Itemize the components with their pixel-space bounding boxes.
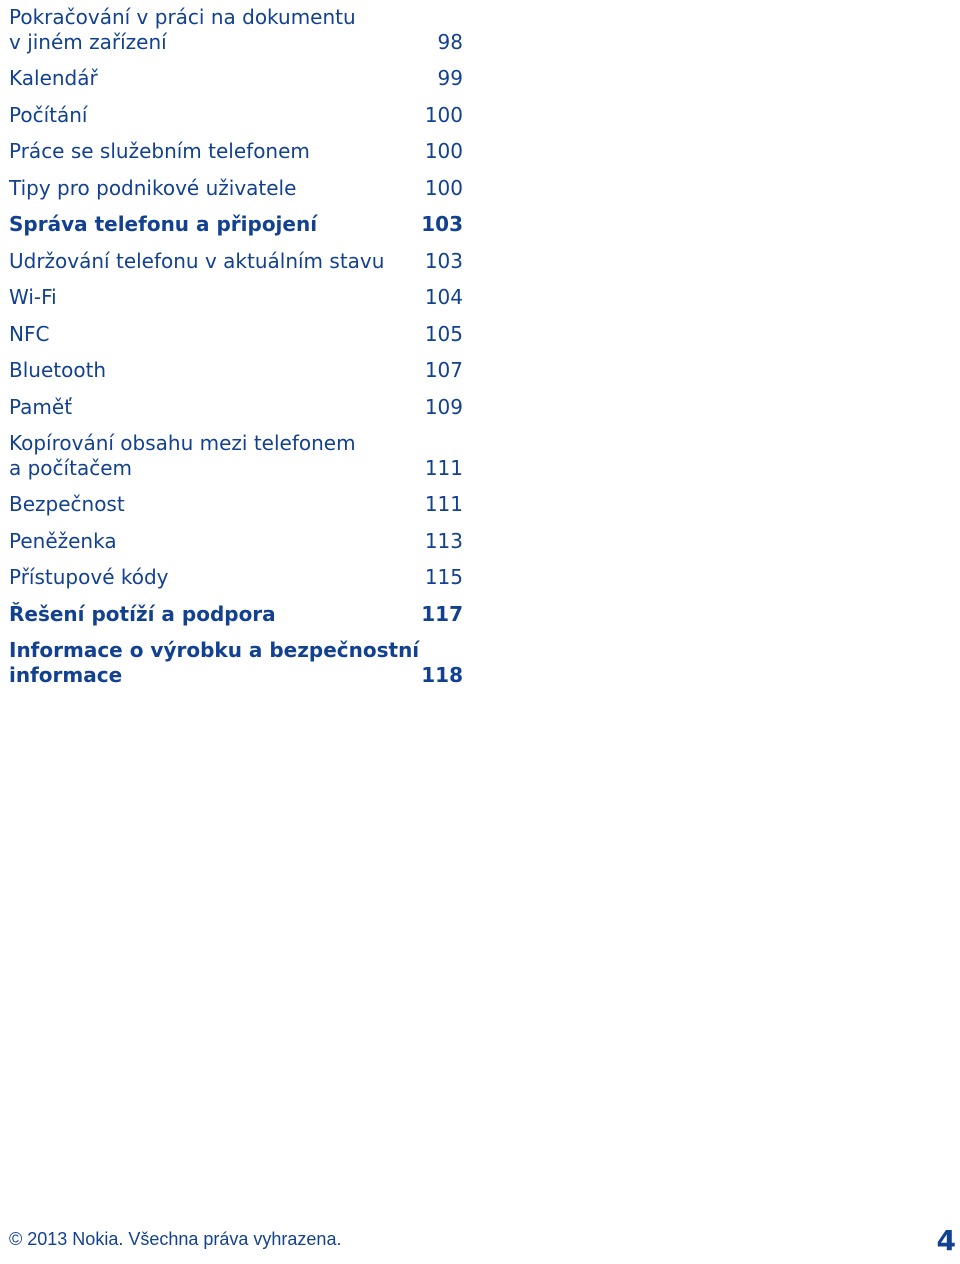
- toc-entry[interactable]: [9, 492, 463, 517]
- toc-entry-title: [9, 285, 393, 310]
- toc-entry[interactable]: [9, 5, 463, 54]
- toc-entry[interactable]: [9, 103, 463, 128]
- toc-entry-title-line: v jiném zařízení: [9, 29, 167, 54]
- toc-entry-title-line: Udržování telefonu v aktuálním stavu: [9, 248, 385, 273]
- toc-entry-title: [9, 103, 393, 128]
- toc-entry-page: 100: [424, 175, 463, 200]
- toc-entry[interactable]: [9, 529, 463, 554]
- toc-entry-title-line: Peněženka: [9, 528, 117, 553]
- toc-entry-title-line: Pokračování v práci na dokumentu: [9, 5, 356, 29]
- toc-entry[interactable]: [9, 431, 463, 480]
- toc-entry[interactable]: [9, 66, 463, 91]
- toc-entry-title-line: Paměť: [9, 394, 73, 419]
- toc-entry[interactable]: [9, 285, 463, 310]
- toc-entry-page: 104: [424, 285, 463, 309]
- toc-section-entry[interactable]: [9, 602, 463, 627]
- toc-entry-page: 99: [437, 66, 463, 90]
- toc-entry-page: 100: [424, 139, 463, 163]
- toc-entry-title: [9, 395, 393, 420]
- toc-entry-title: [9, 565, 393, 590]
- toc-entry-title: [9, 602, 393, 627]
- toc-entry-page: 105: [424, 321, 463, 346]
- toc-entry-title: [9, 66, 393, 91]
- toc-entry[interactable]: [9, 395, 463, 420]
- toc-entry-title-line: a počítačem: [9, 455, 132, 480]
- toc-entry-title: [9, 529, 393, 554]
- toc-entry-page: 113: [424, 528, 463, 553]
- toc-entry-page: 115: [424, 565, 463, 589]
- toc-entry-title: [9, 431, 393, 480]
- toc-entry[interactable]: [9, 565, 463, 590]
- toc-entry-title-line: Přístupové kódy: [9, 565, 169, 589]
- toc-entry-page: 117: [421, 601, 463, 626]
- toc-entry-title: [9, 492, 393, 517]
- toc-section-entry[interactable]: [9, 638, 463, 687]
- toc-entry-title-line: Bezpečnost: [9, 492, 125, 516]
- toc-entry-page: 103: [421, 212, 463, 236]
- toc-entry[interactable]: [9, 249, 463, 274]
- toc-entry-page: 107: [424, 358, 463, 382]
- toc-entry-title-line: NFC: [9, 321, 50, 346]
- toc-entry[interactable]: [9, 139, 463, 164]
- toc-entry-title-line: Bluetooth: [9, 358, 107, 382]
- copyright-notice: © 2013 Nokia. Všechna práva vyhrazena.: [9, 1229, 342, 1249]
- toc-entry-title-line: Informace o výrobku a bezpečnostní: [9, 638, 420, 662]
- toc-entry-title: [9, 358, 393, 383]
- toc-entry[interactable]: [9, 176, 463, 201]
- toc-entry-title: [9, 638, 420, 687]
- toc-entry-page: 111: [424, 492, 463, 516]
- toc-entry-page: 111: [424, 455, 463, 480]
- toc-entry-title-line: Řešení potíží a podpora: [9, 601, 276, 626]
- toc-entry-title: [9, 5, 393, 54]
- toc-entry-page: 109: [424, 394, 463, 419]
- toc-entry-page: 103: [424, 248, 463, 273]
- toc-entry-page: 98: [437, 29, 463, 54]
- toc-entry-page: 118: [421, 662, 463, 687]
- page-number: 4: [936, 1224, 956, 1257]
- toc-entry[interactable]: [9, 358, 463, 383]
- toc-entry-title: [9, 139, 393, 164]
- toc-entry-title-line: Počítání: [9, 102, 88, 127]
- toc-section-entry[interactable]: [9, 212, 463, 237]
- toc-entry[interactable]: [9, 322, 463, 347]
- toc-entry-title-line: Správa telefonu a připojení: [9, 212, 318, 236]
- toc-entry-title: [9, 322, 393, 347]
- table-of-contents: [9, 5, 463, 699]
- toc-entry-title-line: informace: [9, 662, 123, 687]
- toc-entry-page: 100: [424, 102, 463, 127]
- toc-entry-title-line: Tipy pro podnikové uživatele: [9, 175, 297, 200]
- toc-entry-title-line: Práce se služebním telefonem: [9, 139, 310, 163]
- toc-entry-title-line: Kopírování obsahu mezi telefonem: [9, 431, 356, 455]
- toc-entry-title: [9, 176, 393, 201]
- toc-entry-title-line: Kalendář: [9, 66, 98, 90]
- toc-entry-title-line: Wi-Fi: [9, 285, 57, 309]
- toc-entry-title: [9, 212, 393, 237]
- toc-entry-title: [9, 249, 393, 274]
